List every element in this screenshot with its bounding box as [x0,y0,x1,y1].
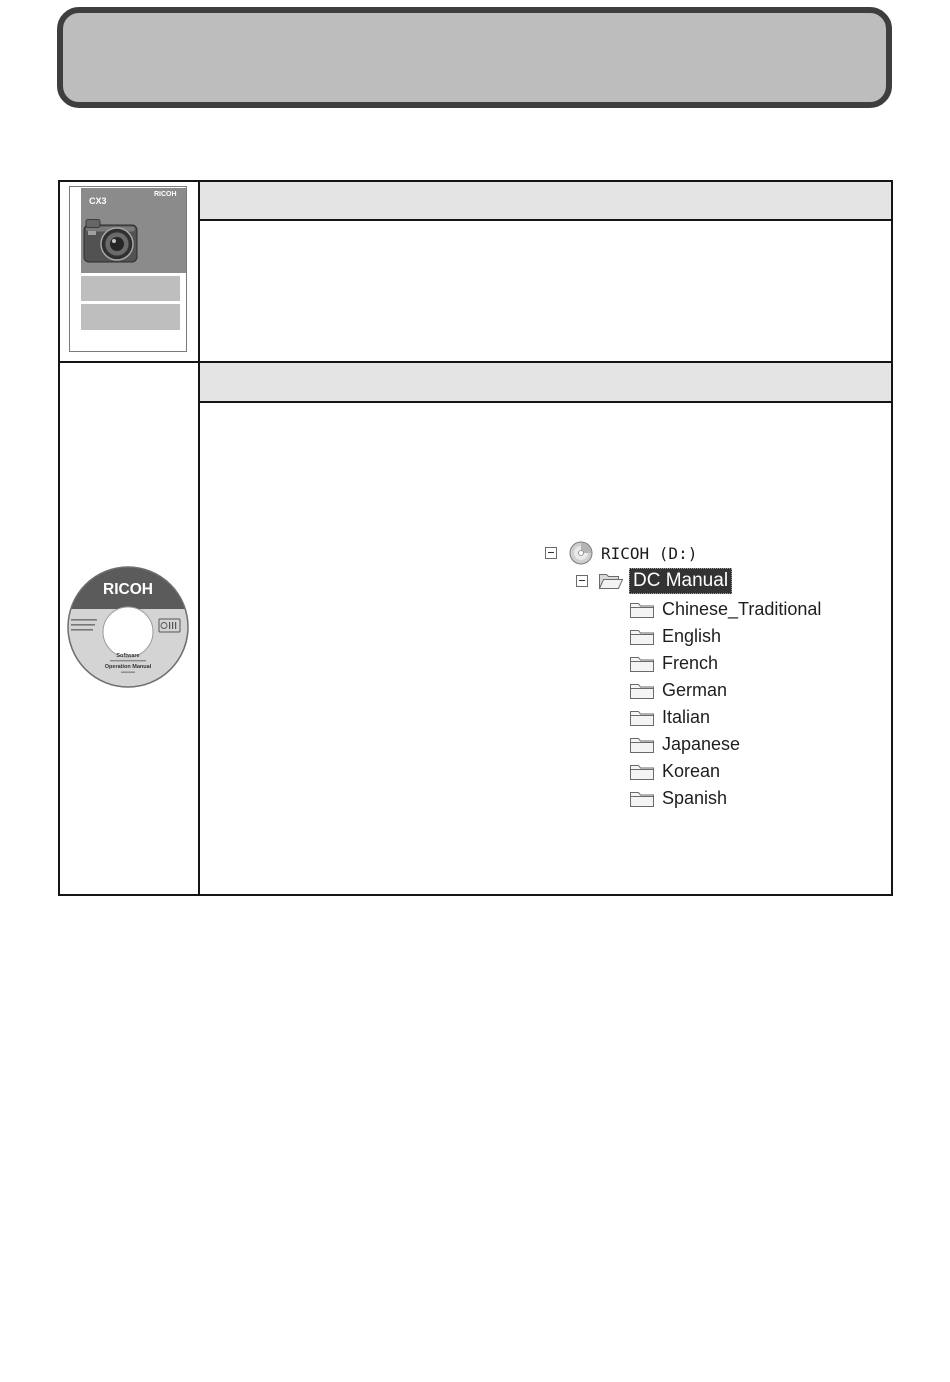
software-cd-image [66,565,190,689]
cd-label-footer-line [121,672,135,673]
row2-header-rule [200,401,891,403]
tree-root-drive [545,540,697,566]
booklet-block-lower [81,304,180,330]
tree-item-english [629,623,821,650]
tree-language-folders [629,596,821,812]
tree-item-label: Chinese_Traditional [662,599,822,619]
cd-label-subtitle-line [110,660,146,661]
tree-item-spanish [629,785,821,812]
booklet-brand-logo: RICOH [154,191,177,198]
tree-item-label: Spanish [662,788,728,808]
tree-item-label: Korean [662,761,721,781]
minus-box-icon [576,575,588,587]
tree-item-label: German [662,680,728,700]
folder-icon [629,628,655,646]
tree-item-korean [629,758,821,785]
table-column-divider [198,180,200,896]
cd-drive-icon [569,541,593,565]
folder-icon [629,790,655,808]
booklet-model-name: CX3 [89,196,107,206]
page-header-banner [57,7,892,108]
tree-item-french [629,650,821,677]
row1-header-bar [200,182,891,219]
tree-folder-label-selected: DC Manual [629,568,732,594]
camera-guide-booklet-image [69,186,187,352]
tree-item-chinese-traditional [629,596,821,623]
folder-icon [629,601,655,619]
folder-icon [629,736,655,754]
tree-item-japanese [629,731,821,758]
open-folder-icon [598,571,624,591]
folder-icon [629,709,655,727]
tree-folder-dc-manual [576,568,732,594]
folder-icon [629,682,655,700]
tree-root-label: RICOH (D:) [601,543,698,563]
tree-item-label: French [662,653,719,673]
folder-icon [629,655,655,673]
row2-header-bar [200,363,891,401]
cd-brand-logo: RICOH [103,581,153,598]
tree-item-label: Italian [662,707,711,727]
cd-label-software: Software [116,653,140,659]
cd-label-operation-manual: Operation Manual [104,664,152,670]
tree-item-german [629,677,821,704]
tree-item-italian [629,704,821,731]
tree-item-label: English [662,626,722,646]
camera-icon [83,218,139,264]
row1-header-rule [200,219,891,221]
folder-icon [629,763,655,781]
booklet-block-upper [81,276,180,301]
minus-box-icon [545,547,557,559]
tree-item-label: Japanese [662,734,741,754]
